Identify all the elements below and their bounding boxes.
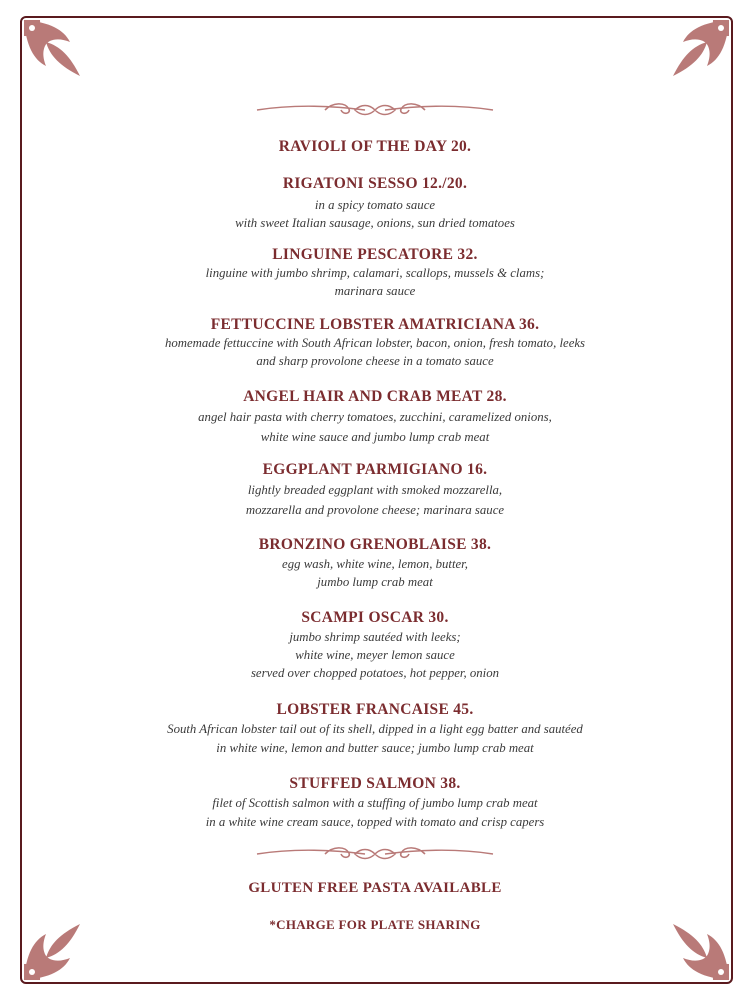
dish-description: white wine, meyer lemon sauce [295,648,455,662]
dish-description: served over chopped potatoes, hot pepper, onion [250,666,500,680]
scroll-flourish-icon [255,844,495,864]
menu-item [0,175,750,232]
dish-description: egg wash, white wine, lemon, butter, [282,557,468,571]
menu-item [0,246,750,300]
dish-description: with sweet Italian sausage, onions, sun dried tomatoes [235,216,515,230]
dish-description: angel hair pasta with cherry tomatoes, zucchini, caramelized onions, [198,410,552,424]
dish-title: RAVIOLI OF THE DAY 20. [278,138,472,155]
dish-title: LOBSTER FRANCAISE 45. [276,701,474,718]
dish-title: LINGUINE PESCATORE 32. [272,246,478,263]
menu-item [0,461,750,519]
dish-description: and sharp provolone cheese in a tomato sauce [256,354,494,368]
dish-description: mozzarella and provolone cheese; marinara sauce [245,503,505,517]
menu-item [0,536,750,591]
dish-description: South African lobster tail out of its shell, dipped in a light egg batter and sautéed [167,722,583,736]
dish-description: jumbo shrimp sautéed with leeks; [289,630,461,644]
dish-description: jumbo lump crab meat [317,575,433,589]
menu-item [0,701,750,757]
dish-description: filet of Scottish salmon with a stuffing of jumbo lump crab meat [212,796,538,810]
dish-title: STUFFED SALMON 38. [289,775,461,792]
menu-item [0,609,750,682]
menu-item [0,775,750,831]
dish-title: BRONZINO GRENOBLAISE 38. [258,536,492,553]
dish-title: RIGATONI SESSO 12./20. [282,175,468,192]
footer-sharing [0,916,750,934]
bottom-divider [0,844,750,864]
footer-gluten-free [0,879,750,897]
dish-description: in a spicy tomato sauce [314,198,436,212]
dish-title: FETTUCCINE LOBSTER AMATRICIANA 36. [210,316,540,333]
dish-title: ANGEL HAIR AND CRAB MEAT 28. [243,388,507,405]
dish-description: homemade fettuccine with South African lobster, bacon, onion, fresh tomato, leeks [164,336,586,350]
dish-description: linguine with jumbo shrimp, calamari, scallops, mussels & clams; [205,266,545,280]
gluten-free-note: GLUTEN FREE PASTA AVAILABLE [248,880,502,896]
dish-description: marinara sauce [334,284,416,298]
menu-item [0,388,750,446]
menu-item [0,138,750,156]
menu-item [0,316,750,370]
dish-description: white wine sauce and jumbo lump crab meat [260,430,490,444]
plate-sharing-note: *CHARGE FOR PLATE SHARING [269,917,481,932]
dish-title: SCAMPI OSCAR 30. [301,609,449,626]
dish-title: EGGPLANT PARMIGIANO 16. [262,461,488,478]
dish-description: lightly breaded eggplant with smoked mozzarella, [247,483,503,497]
dish-description: in a white wine cream sauce, topped with tomato and crisp capers [205,815,545,829]
dish-description: in white wine, lemon and butter sauce; jumbo lump crab meat [216,741,534,755]
